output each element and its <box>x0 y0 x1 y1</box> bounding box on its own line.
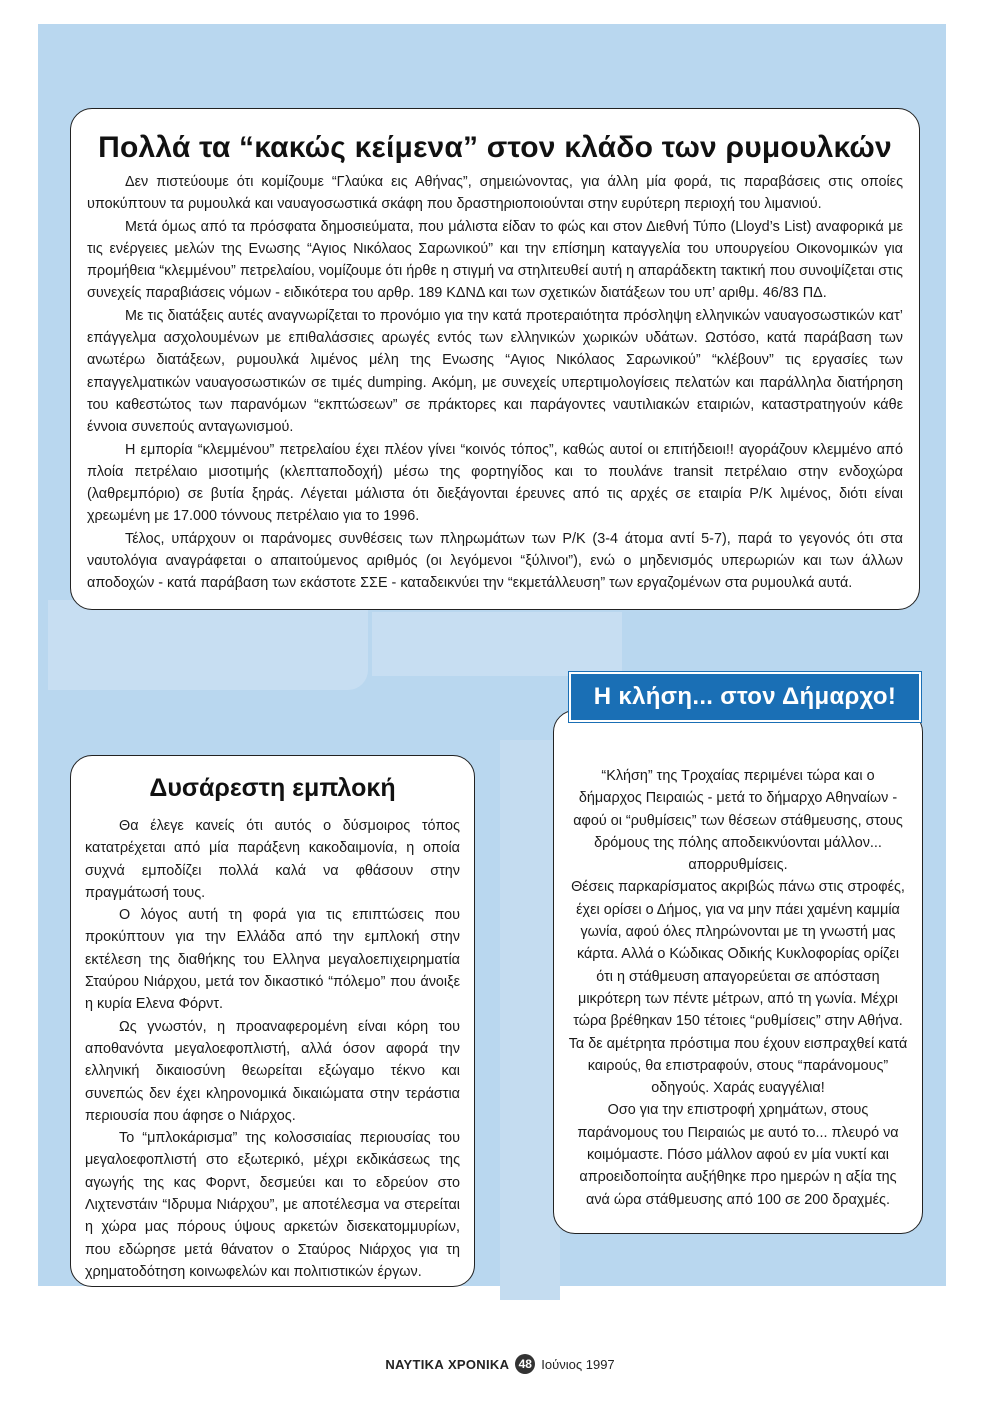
right-article-paragraph: Θέσεις παρκαρίσματος ακριβώς πάνω στις στροφές, έχει ορίσει ο Δήμος, για να μην πάει χαμένη καμμία γωνία, αφού όλες πληρώνονται με τη γνωστή μας κάρτα. Αλλά ο Κώδικας Οδικής Κυκλοφορίας ορίζει ότι η στάθμευση απαγορεύεται σε απόσταση μικρότερη των πέντε μέτρων, από τη γωνία. Μέχρι τώρα βρέθηκαν 150 τέτοιες “ρυθμίσεις” στην Αθήνα. Τα δε αμέτρητα πρόστιμα που έχουν εισπραχθεί κατά καιρούς, θα επιστραφούν, στους “παράνομους” οδηγούς. Χαράς ευαγγέλια! <box>568 879 908 1097</box>
main-article-title: Πολλά τα “κακώς κείμενα” στον κλάδο των ρυμουλκών <box>98 131 892 164</box>
page-number-badge: 48 <box>515 1354 535 1374</box>
magazine-name: ΝΑΥΤΙΚΑ ΧΡΟΝΙΚΑ <box>385 1356 510 1372</box>
left-article-title: Δυσάρεστη εμπλοκή <box>149 774 396 802</box>
background-decoration <box>372 612 622 676</box>
right-article-box <box>553 710 923 1234</box>
left-article-paragraph: Ως γνωστόν, η προαναφερομένη είναι κόρη του αποθανόντα μεγαλοεφοπλιστή, αλλά όσον αφορά την ελληνική δικαιοσύνη θεωρείται εξώγαμο τέκνο και συνεπώς δεν έχει κληρονομικά δικαιώματα στην τεράστια περιουσία που άφησε ο Νιάρχος. <box>85 1018 460 1124</box>
left-article-paragraph: Ο λόγος αυτή τη φορά για τις επιπτώσεις που προκύπτουν για την Ελλάδα από την εμπλοκή στην εκτέλεση της διαθήκης του Ελληνα μεγαλοεπιχειρηματία Σταύρου Νιάρχου, μετά τον δικαστικό “πόλεμο” που άνοιξε η κυρία Ελενα Φόρντ. <box>85 907 460 1013</box>
background-decoration <box>500 740 560 1300</box>
main-article-paragraph: Με τις διατάξεις αυτές αναγνωρίζεται το προνόμιο για την κατά προτεραιότητα πρόσληψη ελληνικών ναυαγοσωστικών κατ’ επάγγελμα ασχολουμένων με επιθαλάσσιες αρωγές εντός των ελληνικών χωρικών υδάτων. Ωστόσο, κατά παράβαση των ανωτέρω διατάξεων, ρυμουλκά λιμένος μέλη της Ενωσης “Αγιος Νικόλαος Σαρωνικού” “κλέβουν” τις εργασίες των επαγγελματικών ναυαγοσωστικών σε τιμές dumping. Ακόμη, με συνεχείς υπερτιμολογίσεις πελατών και παράλληλα διατήρηση του καθεστώτος των παρανόμων “εκπτώσεων” σε πράκτορες και παράγοντες ναυτιλιακών εταιριών, καταστρατηγούν κάθε έννοια συνεπούς ανταγωνισμού. <box>87 307 903 436</box>
main-article-paragraph: Δεν πιστεύουμε ότι κομίζουμε “Γλαύκα εις Αθήνας”, σημειώνοντας, για άλλη μία φορά, τις παραβάσεις στις οποίες υποκύπτουν τα ρυμουλκά και ναυαγοσωστικά σκάφη που δραστηριοποιούνται στην ευρύτερη περιοχή του λιμανιού. <box>87 174 903 213</box>
left-article-paragraph: Το “μπλοκάρισμα” της κολοσσιαίας περιουσίας του μεγαλοεφοπλιστή στο εξωτερικό, μέχρι εκδικάσεως της αγωγής της κας Φορντ, δεσμεύει και το εδρεύον στο Λιχτενστάιν “Ιδρυμα Νιάρχου”, με αποτέλεσμα να στερείται η χώρα μας πόρους ύψους αρκετών δισεκατομμυρίων, που εδώρησε μετά θάνατον ο Σταύρος Νιάρχος για τη χρηματοδότηση κοινωφελών και πολιτιστικών έργων. <box>85 1130 460 1280</box>
right-article-paragraph: “Κλήση” της Τροχαίας περιμένει τώρα και ο δήμαρχος Πειραιώς - μετά το δήμαρχο Αθηναίων - αφού οι “ρυθμίσεις” των θέσεων στάθμευσης, στους δρόμους της πόλης αποδεικνύονται μάλλον... απορρυθμίσεις. <box>573 768 903 874</box>
main-article-paragraph: Τέλος, υπάρχουν οι παράνομες συνθέσεις των πληρωμάτων των Ρ/Κ (3-4 άτομα αντί 5-7), παρά το γεγονός ότι στα ναυτολόγια αναγράφεται ο απαιτούμενος αριθμός (οι λεγόμενοι “ξύλινοι”), ενώ ο μηδενισμός υπερωριών και των άλλων αποδοχών - κατά παράβαση των εκάστοτε ΣΣΕ - καταδεικνύει την “εκμετάλλευση” των εργαζομένων στα ρυμουλκά αυτά. <box>87 530 903 592</box>
main-article-paragraph: Η εμπορία “κλεμμένου” πετρελαίου έχει πλέον γίνει “κοινός τόπος”, καθώς αυτοί οι επιτήδειοι!! αγοράζουν κλεμμένο από πλοία πετρέλαιο μισοτιμής (κλεπταποδοχή) μέσω της φορτηγίδος και το πουλάνε transit πετρέλαιο στην ενδοχώρα (λαθρεμπόριο) σε βυτία ξηράς. Λέγεται μάλιστα ότι διεξάγονται έρευνες από τις αρχές σε εταιρία Ρ/Κ λιμένος, διότι είναι χρεωμένη με 17.000 τόννους πετρέλαιο για το 1996. <box>87 441 903 525</box>
main-article-paragraph: Μετά όμως από τα πρόσφατα δημοσιεύματα, που μάλιστα είδαν το φώς και στον Διεθνή Τύπο (Lloyd’s List) αναφορικά με τις ενέργειες μελών της Ενωσης “Αγιος Νικόλαος Σαρωνικού” και την επίσημη καταγγελία του υπουργείου Οικονομικών για προμήθεια “κλεμμένου” πετρελαίου, νομίζουμε ότι ήρθε η στιγμή να στηλιτευθεί αυτή η απαράδεκτη τακτική που συνοψίζεται στις συνεχείς παραβιάσεις νόμων - ειδικότερα του αρθρ. 189 ΚΔΝΔ και των σχετικών διατάξεων του υπ’ αριθμ. 46/83 ΠΔ. <box>87 218 903 302</box>
right-article-title-banner: Η κλήση... στον Δήμαρχο! <box>569 672 921 722</box>
issue-date: Ιούνιος 1997 <box>541 1356 615 1372</box>
left-article-paragraph: Θα έλεγε κανείς ότι αυτός ο δύσμοιρος τόπος κατατρέχεται από μία παράξενη κακοδαιμονία, η οποία συχνά εμποδίζει πολλά καλά να φθάσουν στην πραγμάτωσή τους. <box>85 818 460 901</box>
left-article-box <box>70 755 475 1287</box>
background-decoration <box>48 600 368 690</box>
right-article-paragraph: Οσο για την επιστροφή χρημάτων, στους παράνομους του Πειραιώς με αυτό το... πλευρό να κοιμόμαστε. Πόσο μάλλον αφού εν μία νυκτί και απροειδοποίητα αυξήθηκε προ ημερών η αξία της ανά ώρα στάθμευσης από 100 σε 200 δραχμές. <box>577 1102 899 1208</box>
page-footer <box>0 1352 1000 1376</box>
main-article-box <box>70 108 920 610</box>
